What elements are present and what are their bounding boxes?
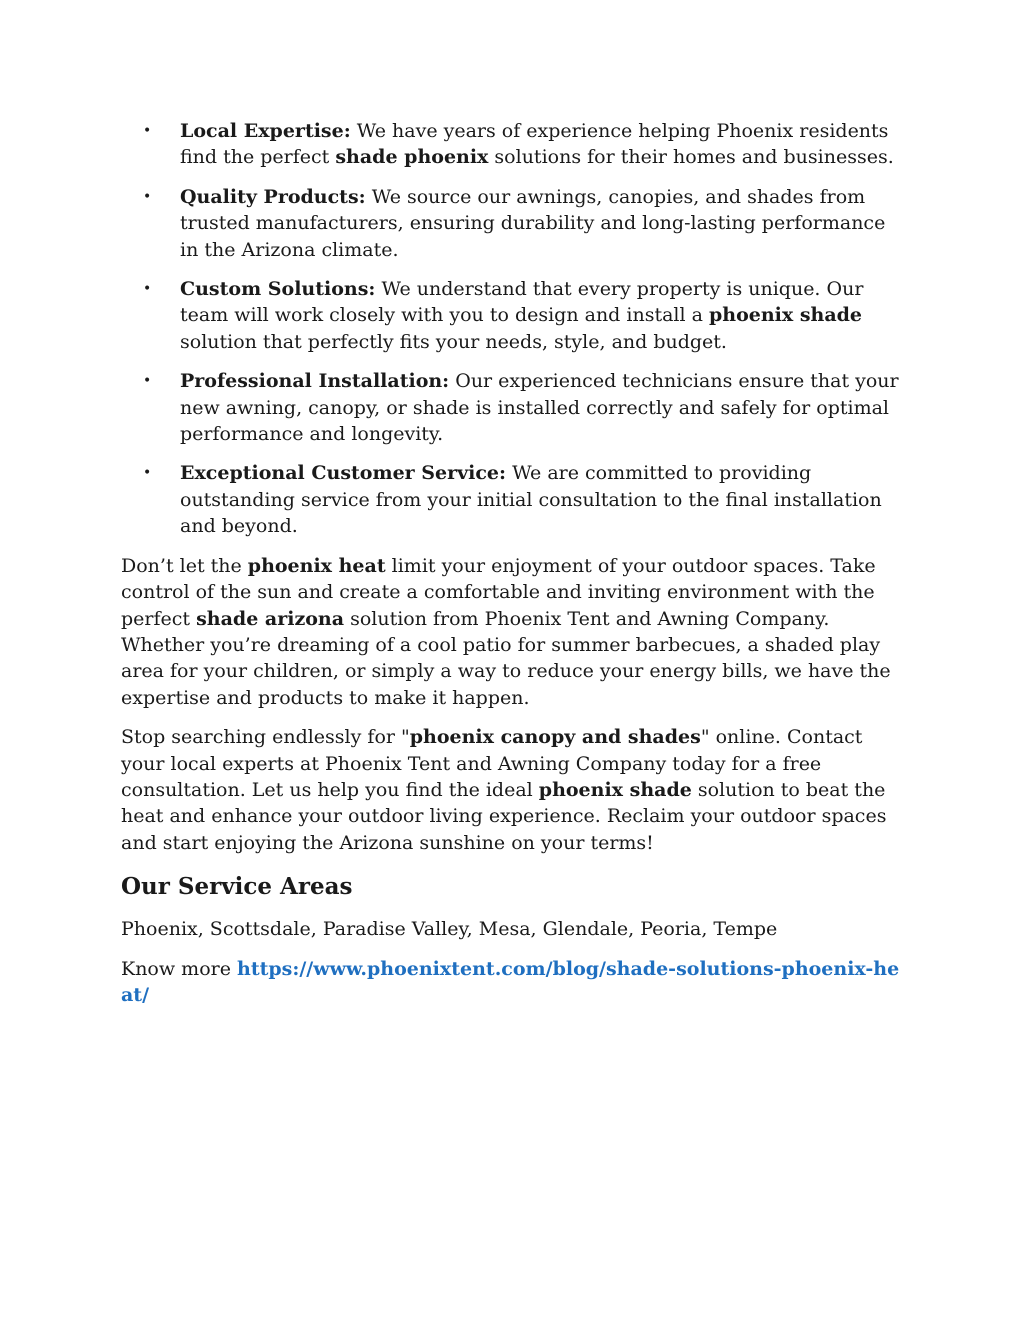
keyword: phoenix heat	[247, 554, 386, 577]
blog-link[interactable]: https://www.phoenixtent.com/blog/shade-solutions-phoenix-heat/	[121, 957, 900, 1006]
item-label: Professional Installation:	[180, 370, 450, 393]
keyword: phoenix shade	[708, 304, 863, 327]
item-label: Local Expertise:	[180, 120, 351, 142]
item-text: Our experienced technicians ensure that your new awning, canopy, or shade is installed correctly and safely for optimal performance and longevity.	[180, 370, 899, 446]
know-more-line	[121, 956, 901, 1009]
list-item	[121, 276, 901, 355]
know-more-label: Know more	[121, 957, 237, 980]
list-item	[121, 184, 901, 263]
keyword: shade arizona	[196, 607, 345, 630]
paragraph-text: solution to beat the heat and enhance your outdoor living experience. Reclaim your outdoor spaces and start enjoying the Arizona sunshine on your terms!	[121, 778, 887, 854]
benefits-list	[121, 118, 901, 540]
keyword: shade phoenix	[335, 146, 489, 169]
bullet-icon: •	[143, 123, 152, 139]
paragraph-text: Don’t let the	[121, 554, 248, 577]
item-label: Custom Solutions:	[180, 278, 376, 301]
paragraph-text: " online. Contact your local experts at Phoenix Tent and Awning Company today for a free consultation. Let us help you find the ideal	[121, 726, 863, 801]
list-item	[121, 368, 901, 447]
item-text: solutions for their homes and businesses.	[488, 146, 894, 169]
bullet-icon: •	[143, 281, 152, 298]
paragraph-phoenix-heat	[121, 553, 901, 711]
item-text: We have years of experience helping Phoenix residents find the perfect	[180, 120, 889, 169]
bullet-icon: •	[143, 465, 152, 482]
item-label: Quality Products:	[180, 185, 366, 208]
item-label: Exceptional Customer Service:	[180, 462, 507, 485]
document-page	[121, 118, 901, 1021]
keyword: phoenix shade	[538, 778, 692, 801]
paragraph-text: solution from Phoenix Tent and Awning Company. Whether you’re dreaming of a cool patio for summer barbecues, a shaded play area for your children, or simply a way to reduce your energy bills, we have the expertise and products to make it happen.	[121, 607, 891, 709]
item-text: We source our awnings, canopies, and shades from trusted manufacturers, ensuring durability and long-lasting performance in the Arizona climate.	[180, 185, 886, 261]
paragraph-text: Stop searching endlessly for "	[121, 726, 410, 749]
item-text: solution that perfectly fits your needs, style, and budget.	[180, 330, 727, 353]
bullet-icon: •	[143, 373, 152, 390]
paragraph-text: limit your enjoyment of your outdoor spaces. Take control of the sun and create a comfortable and inviting environment with the perfect	[121, 554, 876, 630]
bullet-icon: •	[143, 188, 152, 205]
list-item	[121, 460, 901, 539]
item-text: We are committed to providing outstanding service from your initial consultation to the final installation and beyond.	[180, 462, 882, 538]
item-text: We understand that every property is unique. Our team will work closely with you to design and install a	[180, 278, 864, 327]
service-areas-heading: Our Service Areas	[121, 873, 353, 901]
keyword: phoenix canopy and shades	[409, 726, 701, 749]
list-item	[121, 118, 901, 171]
service-areas-list: Phoenix, Scottsdale, Paradise Valley, Mesa, Glendale, Peoria, Tempe	[121, 918, 778, 941]
paragraph-contact	[121, 724, 901, 856]
